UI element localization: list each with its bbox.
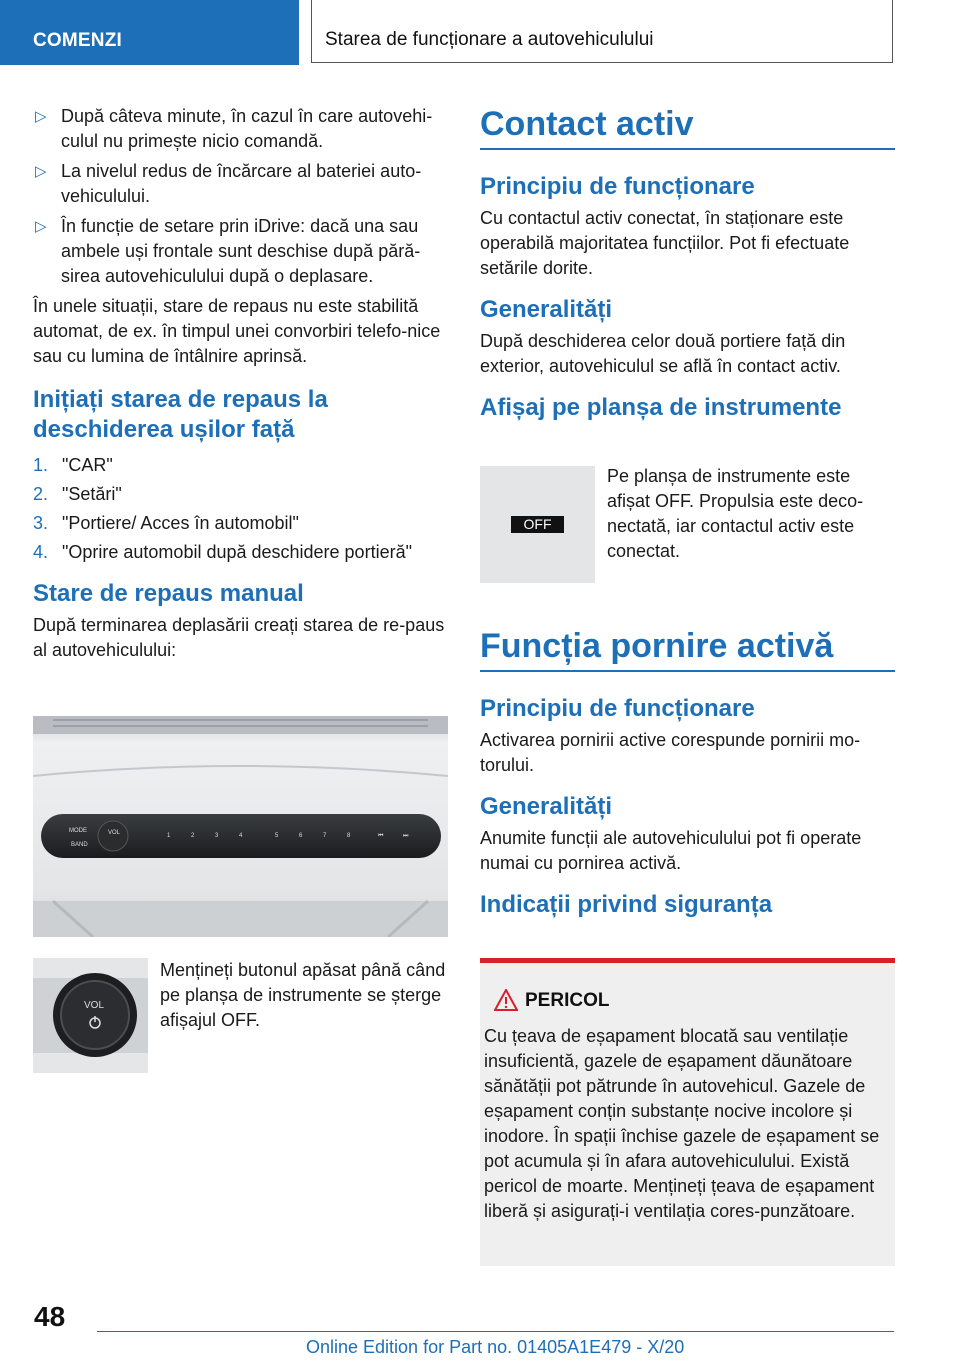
section-heading: Stare de repaus manual xyxy=(33,580,304,607)
svg-text:BAND: BAND xyxy=(71,842,88,848)
step-item: 2. "Setări" xyxy=(33,484,122,504)
section-heading: Afișaj pe planșa de instrumente xyxy=(480,394,842,421)
knob-caption: Mențineți butonul apăsat până când pe planșa de instrumente se șterge afișajul OFF. xyxy=(160,960,446,1030)
triangle-bullet-icon: ▷ xyxy=(35,163,47,180)
svg-text:5: 5 xyxy=(275,833,279,839)
step-item: 3. "Portiere/ Acces în automobil" xyxy=(33,513,299,533)
right-column xyxy=(480,104,895,423)
radio-console-illustration xyxy=(33,716,448,937)
svg-text:⏭: ⏭ xyxy=(403,833,409,839)
radio-console-image xyxy=(33,716,448,937)
svg-text:4: 4 xyxy=(239,833,243,839)
section-title: COMENZI xyxy=(33,30,123,51)
off-indicator: OFF xyxy=(511,516,564,533)
svg-text:6: 6 xyxy=(299,833,303,839)
chapter-heading: Contact activ xyxy=(480,104,895,150)
chapter-tab xyxy=(311,0,893,63)
paragraph: Activarea pornirii active corespunde pornirii mo-torului. xyxy=(480,730,861,775)
paragraph: Pe planșa de instrumente este afișat OFF. Propulsia este deco-nectată, iar contactul activ este conectat. xyxy=(607,466,864,561)
chapter-heading: Funcția pornire activă xyxy=(480,626,895,672)
svg-text:8: 8 xyxy=(347,833,351,839)
section-heading: Indicații privind siguranța xyxy=(480,891,773,918)
svg-text:⏮: ⏮ xyxy=(378,833,384,839)
svg-text:VOL: VOL xyxy=(84,1000,105,1011)
svg-text:VOL: VOL xyxy=(108,830,121,836)
page-number: 48 xyxy=(34,1301,66,1332)
svg-text:MODE: MODE xyxy=(69,828,87,834)
volume-knob-image xyxy=(33,958,148,1073)
bullet-item: ▷ La nivelul redus de încărcare al bateriei auto-vehiculului. xyxy=(35,161,422,206)
bullet-item: ▷ După câteva minute, în cazul în care autovehi-culul nu primește nicio comandă. xyxy=(35,106,433,151)
volume-knob-illustration xyxy=(33,958,148,1073)
triangle-bullet-icon: ▷ xyxy=(35,108,47,125)
left-column xyxy=(33,104,448,663)
paragraph: Anumite funcții ale autovehiculului pot fi operate numai cu pornirea activă. xyxy=(480,828,862,873)
triangle-bullet-icon: ▷ xyxy=(35,218,47,235)
footer-divider xyxy=(97,1331,894,1332)
section-heading: Principiu de funcționare xyxy=(480,695,755,722)
section-tab xyxy=(0,0,299,65)
danger-text: Cu țeava de eșapament blocată sau ventilație insuficientă, gazele de eșapament dăunătoare sănătății pot pătrunde în autovehicul. Gazele de eșapament conțin substanțe nocive incolore și inodore. În spații închise gazele de eșapament se pot acumula și în afara autovehiculului. Există pericol de moarte. Mențineți țeava de eșapament liberă și asigurați-i ventilația cores-punzătoare. xyxy=(484,1026,880,1221)
bullet-item: ▷ În funcție de setare prin iDrive: dacă una sau ambele uși frontale sunt deschise după pără-sirea autovehiculului după o deplasare. xyxy=(35,216,421,286)
paragraph: După terminarea deplasării creați starea de re-paus al autovehiculului: xyxy=(33,615,445,660)
svg-text:3: 3 xyxy=(215,833,219,839)
footer-edition: Online Edition for Part no. 01405A1E479 - X/20 xyxy=(306,1337,685,1357)
step-item: 4. "Oprire automobil după deschidere portieră" xyxy=(33,542,412,562)
danger-box xyxy=(480,958,895,1266)
svg-text:7: 7 xyxy=(323,833,327,839)
svg-text:2: 2 xyxy=(191,833,195,839)
step-item: 1. "CAR" xyxy=(33,455,113,475)
paragraph: Cu contactul activ conectat, în staționare este operabilă majoritatea funcțiilor. Pot fi efectuate setările dorite. xyxy=(480,208,850,278)
section-heading: Generalități xyxy=(480,793,613,820)
danger-label: PERICOL xyxy=(525,990,610,1011)
warning-triangle-icon xyxy=(494,989,518,1011)
section-heading: Principiu de funcționare xyxy=(480,173,755,200)
section-heading: Inițiați starea de repaus la deschiderea ușilor față xyxy=(33,386,328,443)
chapter-title: Starea de funcționare a autovehiculului xyxy=(325,29,654,50)
paragraph: În unele situații, stare de repaus nu este stabilită automat, de ex. în timpul unei convorbiri telefo-nice sau cu lumina de întâlnire aprinsă. xyxy=(33,296,441,366)
section-heading: Generalități xyxy=(480,296,613,323)
svg-text:1: 1 xyxy=(167,833,171,839)
right-column-lower xyxy=(480,626,895,920)
off-display-image xyxy=(480,466,595,583)
paragraph: După deschiderea celor două portiere față din exterior, autovehiculul se află în contact activ. xyxy=(480,331,846,376)
